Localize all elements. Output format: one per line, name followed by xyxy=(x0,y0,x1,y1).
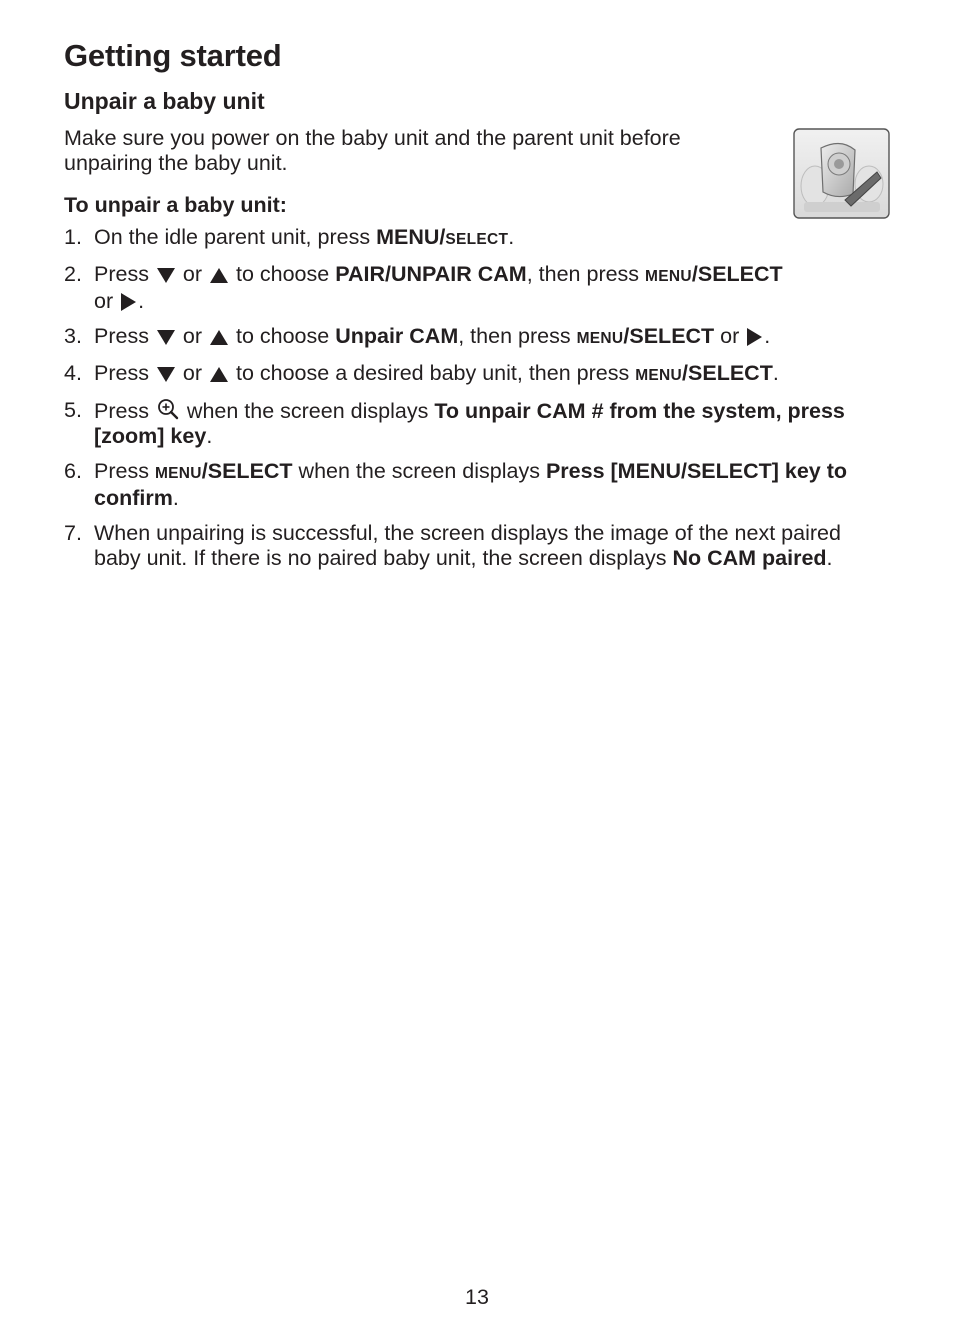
screen-message: To unpair CAM # from the system, press [zoom] key xyxy=(94,399,845,448)
step-text: or xyxy=(714,324,746,348)
step-text: or xyxy=(176,262,209,286)
section-title: Unpair a baby unit xyxy=(64,88,265,114)
step-6 xyxy=(64,459,864,511)
select-label: /SELECT xyxy=(201,459,293,483)
triangle-up-icon xyxy=(210,268,228,283)
triangle-down-icon xyxy=(157,330,175,345)
step-text: . xyxy=(172,486,179,510)
page-number: 13 xyxy=(465,1285,489,1309)
triangle-right-icon xyxy=(747,328,762,346)
select-label: /SELECT xyxy=(691,262,783,286)
step-text: or xyxy=(176,324,209,348)
menu-label: MENU xyxy=(645,268,692,285)
step-text: Press xyxy=(94,324,155,348)
intro-paragraph: Make sure you power on the baby unit and the parent unit before unpairing the baby unit. xyxy=(64,126,681,175)
step-4 xyxy=(64,361,864,388)
step-number: 4. xyxy=(64,361,82,385)
step-number: 7. xyxy=(64,521,82,545)
step-text: , then press xyxy=(526,262,646,286)
screen-message: No CAM paired xyxy=(672,546,827,570)
step-number: 2. xyxy=(64,262,82,286)
triangle-right-icon xyxy=(121,293,136,311)
triangle-down-icon xyxy=(157,367,175,382)
select-label: /SELECT xyxy=(682,361,773,385)
step-text: , then press xyxy=(458,324,577,348)
triangle-down-icon xyxy=(157,268,175,283)
menu-label: MENU xyxy=(154,465,202,482)
step-1 xyxy=(64,225,864,252)
menu-label: MENU xyxy=(635,367,683,384)
unpair-cam-label: Unpair CAM xyxy=(335,324,459,348)
step-7 xyxy=(64,521,864,571)
triangle-up-icon xyxy=(210,330,228,345)
select-label: SELECT xyxy=(445,231,509,248)
step-text: . xyxy=(508,225,515,249)
steps-list xyxy=(64,225,864,581)
step-text: On the idle parent unit, press xyxy=(94,225,377,249)
step-text: to choose a desired baby unit, then press xyxy=(230,361,636,385)
step-text: when the screen displays xyxy=(292,459,546,483)
step-number: 1. xyxy=(64,225,82,249)
zoom-in-icon xyxy=(157,398,179,420)
step-number: 6. xyxy=(64,459,82,483)
select-label: /SELECT xyxy=(623,324,715,348)
step-text: . xyxy=(764,324,771,348)
triangle-up-icon xyxy=(210,367,228,382)
step-text: Press xyxy=(94,459,155,483)
step-text: to choose xyxy=(230,262,336,286)
step-text: . xyxy=(138,289,145,313)
step-text: . xyxy=(772,361,779,385)
step-text: . xyxy=(826,546,833,570)
step-2 xyxy=(64,262,864,314)
step-3 xyxy=(64,324,864,351)
step-text: to choose xyxy=(230,324,336,348)
step-text: Press xyxy=(94,262,155,286)
step-text: . xyxy=(206,424,213,448)
menu-select-label: MENU/ xyxy=(376,225,446,249)
step-text: or xyxy=(94,289,120,313)
page-title: Getting started xyxy=(64,38,282,73)
menu-label: MENU xyxy=(576,330,624,347)
baby-unit-image xyxy=(793,128,890,219)
step-number: 3. xyxy=(64,324,82,348)
step-text: Press xyxy=(94,399,155,423)
step-text: or xyxy=(176,361,209,385)
step-text: when the screen displays xyxy=(180,399,435,423)
step-number: 5. xyxy=(64,398,82,422)
screen-message: Press [MENU/SELECT] key to confirm xyxy=(94,459,848,510)
pair-unpair-cam-label: PAIR/UNPAIR CAM xyxy=(335,262,527,286)
step-text: Press xyxy=(94,361,155,385)
step-text: When unpairing is successful, the screen displays the image of the next paired baby unit. If there is no paired baby unit, the screen displays xyxy=(94,521,841,570)
steps-heading: To unpair a baby unit: xyxy=(64,193,287,217)
step-5 xyxy=(64,398,864,449)
